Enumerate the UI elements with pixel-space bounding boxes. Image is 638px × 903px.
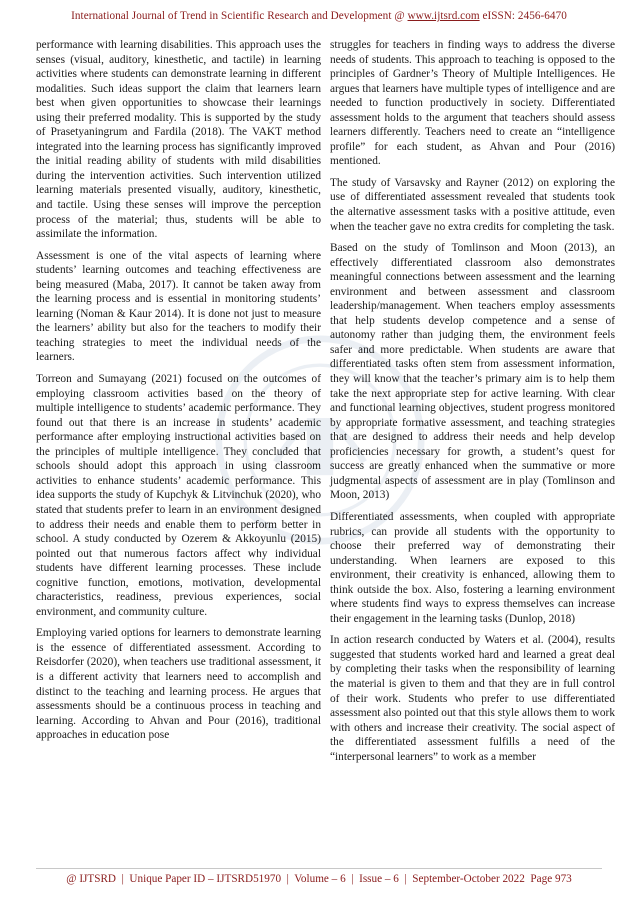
paragraph: In action research conducted by Waters et al. (2004), results suggested that students worked hard and learned a great deal by completing their tasks when the responsibility of learning the material is given to them and that they are in full control of their work. Students who prefer to use differentiated assessment also pointed out that this style allows them to work with others and increase their creativity. The social aspect of the differentiated assessment fulfills a need of the “interpersonal learners” to work as a member — [330, 634, 615, 763]
paragraph: performance with learning disabilities. This approach uses the senses (visual, auditory, kinesthetic, and tactile) in learning activities where students can demonstrate learning in different modalities. Such ideas support the claim that learners learn best when given opportunities to showcase their learnings using their preferred modality. This is supported by the study of Prasetyaningrum and Fardila (2018). The VAKT method integrated into the learning process has significantly improved the initial reading ability of students with mild disabilities during the intervention activities. Such intervention utilized learning materials presented visually, auditory, kinesthetic, and tactile. Using these senses will improve the perception process of the material; thus, students will be able to assimilate the information. — [36, 39, 321, 241]
paragraph: Based on the study of Tomlinson and Moon (2013), an effectively differentiated classroom also demonstrates meaningful connections between assessment and the learning environment and between assessment and classroom leadership/management. When teachers employ assessments that help students develop competence and a sense of autonomy rather than judging them, the environment feels safer and more predictable. When students are aware that differentiated tasks often stem from assessment information, they will know that the teacher’s primary aim is to help them take the next appropriate step for active learning. With clear and functional learning objectives, student progress monitored by appropriate formative assessment, and teaching strategies that are designed to address their needs and help develop proficiencies necessary for growth, a student’s quest for success are greatly enhanced when the summative or more judgmental aspects of assessment are in play (Tomlinson and Moon, 2013) — [330, 242, 615, 502]
left-column — [36, 38, 321, 750]
running-header — [0, 10, 638, 22]
paragraph: Employing varied options for learners to demonstrate learning is the essence of differentiated assessment. According to Reisdorfer (2020), when teachers use traditional assessment, it is a different activity that learners need to accomplish and distinct to the teaching and learning process. He argues that assessments should be a continuous process in teaching and learning. According to Ahvan and Pour (2016), traditional approaches in education pose — [36, 627, 321, 742]
header-journal-title: International Journal of Trend in Scientific Research and Development @ — [71, 10, 408, 22]
running-footer: @ IJTSRD | Unique Paper ID – IJTSRD51970 | Volume – 6 | Issue – 6 | September-October 2022 Page 973 — [66, 873, 572, 885]
paragraph: Differentiated assessments, when coupled with appropriate rubrics, can provide all students with the opportunity to choose their preferred way of demonstrating their understanding. When learners are exposed to this environment, their creativity is enhanced, allowing them to think outside the box. Also, fostering a learning environment where students find ways to express themselves can increase their engagement in the learning tasks (Dunlop, 2018) — [330, 510, 615, 625]
paragraph: Assessment is one of the vital aspects of learning where students’ learning outcomes and teaching effectiveness are being measured (Maba, 2017). It cannot be taken away from the learning process and is essential in monitoring students’ learning (Noman & Kaur 2014). It is done not just to measure the learners’ ability but also for the teachers to modify their teaching strategies to meet the individual needs of the learners. — [36, 249, 321, 364]
footer-divider — [36, 868, 602, 869]
header-site-link[interactable]: www.ijtsrd.com — [407, 10, 480, 22]
paragraph: The study of Varsavsky and Rayner (2012) on exploring the use of differentiated assessment revealed that students took the alternative assessment tasks with a positive attitude, even when the teacher gave no extra credits for completing the task. — [330, 176, 615, 233]
paragraph: Torreon and Sumayang (2021) focused on the outcomes of employing classroom activities based on the theory of multiple intelligence to students’ academic performance. They found out that there is an increase in students’ academic performance after employing instructional activities based on the principles of multiple intelligence. They concluded that schools should adopt this approach in using classroom activities to enhance students’ academic performance. This idea supports the study of Kupchyk & Litvinchuk (2020), who stated that students prefer to learn in an environment designed to address their needs and enable them to perform better in school. A study conducted by Ozerem & Akkoyunlu (2015) pointed out that numerous factors affect why individual students have different learning processes. These include cognitive function, emotions, motivation, developmental characteristics, readiness, previous experiences, social environment, and community culture. — [36, 373, 321, 618]
right-column — [330, 38, 615, 771]
header-issn: eISSN: 2456-6470 — [479, 10, 567, 22]
paragraph: struggles for teachers in finding ways to address the diverse needs of students. This approach to teaching is opposed to the principles of Gardner’s Theory of Multiple Intelligences. He argues that learners have multiple types of intelligence and are needed to function productively in society. Differentiated assessment holds to the argument that teachers should assess learners differently. Teachers need to create an “intelligence profile” for each student, as Ahvan and Pour (2016) mentioned. — [330, 39, 615, 168]
